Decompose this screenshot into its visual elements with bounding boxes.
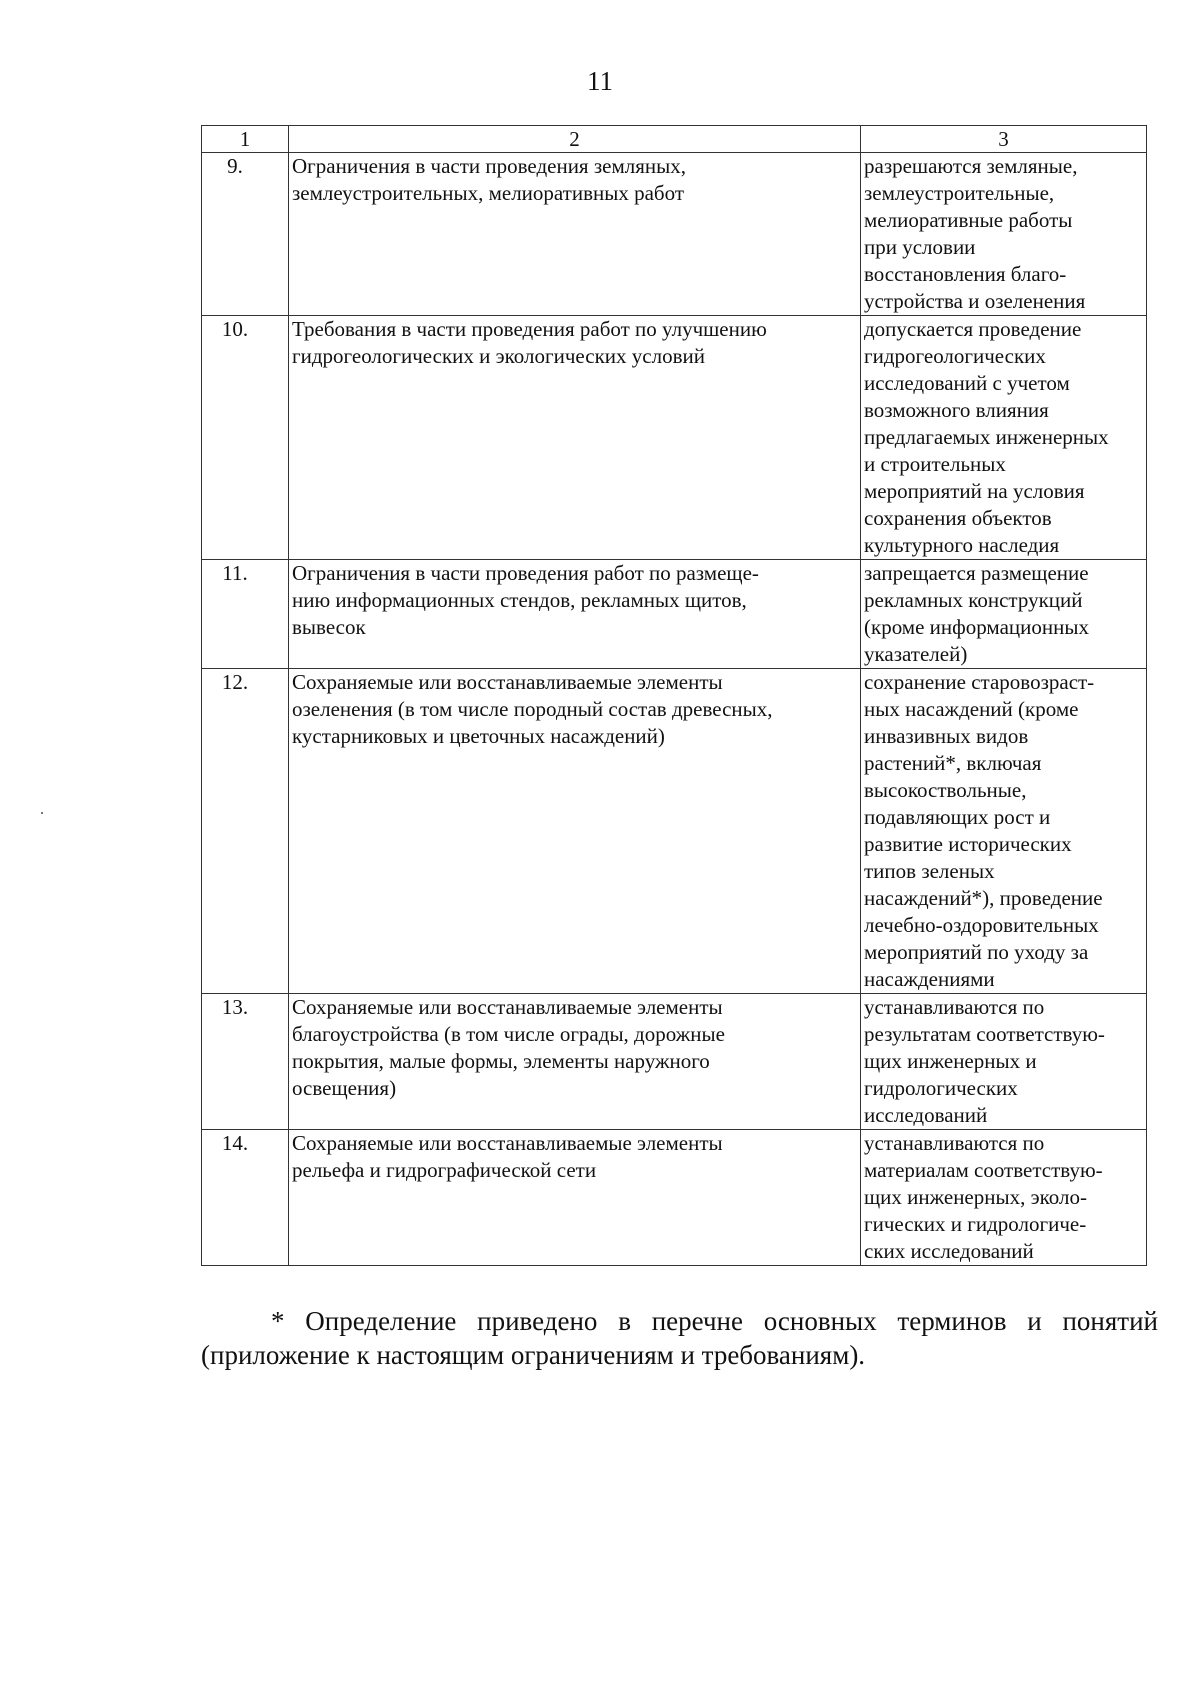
value-text-line: насаждениями <box>864 967 995 991</box>
item-text-line: Сохраняемые или восстанавливаемые элементы <box>292 670 723 694</box>
value-text-line: сохранения объектов <box>864 506 1052 530</box>
value-text-line: мероприятий на условия <box>864 479 1085 503</box>
value-text-line: гических и гидрологиче- <box>864 1212 1087 1236</box>
row-value <box>861 1130 1147 1266</box>
value-text-line: щих инженерных, эколо- <box>864 1185 1087 1209</box>
item-text-line: озеленения (в том числе породный состав древесных, <box>292 697 773 721</box>
item-text-line: рельефа и гидрографической сети <box>292 1158 597 1182</box>
row-number: 12. <box>202 669 289 994</box>
value-text-line: щих инженерных и <box>864 1049 1037 1073</box>
table-header <box>202 126 1147 153</box>
column-header-1: 1 <box>202 126 289 153</box>
value-text-line: устройства и озеленения <box>864 289 1086 313</box>
item-text-line: освещения) <box>292 1076 397 1100</box>
value-text-line: запрещается размещение <box>864 561 1089 585</box>
value-text-line: предлагаемых инженерных <box>864 425 1109 449</box>
value-text-line: устанавливаются по <box>864 1131 1045 1155</box>
page-number: 11 <box>587 66 613 96</box>
value-text-line: допускается проведение <box>864 317 1082 341</box>
value-text-line: исследований с учетом <box>864 371 1070 395</box>
value-text-line: (кроме информационных <box>864 615 1089 639</box>
row-item <box>289 153 861 316</box>
item-text-line: благоустройства (в том числе ограды, дорожные <box>292 1022 725 1046</box>
value-text-line: инвазивных видов <box>864 724 1029 748</box>
table-row <box>202 316 1147 560</box>
value-text-line: типов зеленых <box>864 859 995 883</box>
row-value <box>861 994 1147 1130</box>
value-text-line: разрешаются земляные, <box>864 154 1078 178</box>
value-text-line: культурного наследия <box>864 533 1060 557</box>
scan-speck <box>41 812 43 814</box>
value-text-line: насаждений*), проведение <box>864 886 1103 910</box>
value-text-line: гидрологических <box>864 1076 1018 1100</box>
value-text-line: результатам соответствую- <box>864 1022 1105 1046</box>
value-text-line: материалам соответствую- <box>864 1158 1103 1182</box>
item-text-line: вывесок <box>292 615 366 639</box>
row-value <box>861 669 1147 994</box>
item-text-line: Сохраняемые или восстанавливаемые элементы <box>292 1131 723 1155</box>
item-text-line: нию информационных стендов, рекламных щитов, <box>292 588 747 612</box>
table-row <box>202 560 1147 669</box>
item-text-line: Ограничения в части проведения работ по размеще- <box>292 561 759 585</box>
value-text-line: устанавливаются по <box>864 995 1045 1019</box>
item-text-line: землеустроительных, мелиоративных работ <box>292 181 685 205</box>
column-header-2: 2 <box>289 126 861 153</box>
value-text-line: высокоствольные, <box>864 778 1027 802</box>
item-text-line: кустарниковых и цветочных насаждений) <box>292 724 665 748</box>
value-text-line: при условии <box>864 235 976 259</box>
table-row <box>202 153 1147 316</box>
value-text-line: подавляющих рост и <box>864 805 1051 829</box>
value-text-line: растений*, включая <box>864 751 1042 775</box>
table-row <box>202 994 1147 1130</box>
item-text-line: покрытия, малые формы, элементы наружного <box>292 1049 710 1073</box>
row-item <box>289 560 861 669</box>
value-text-line: ских исследований <box>864 1239 1034 1263</box>
value-text-line: гидрогеологических <box>864 344 1046 368</box>
value-text-line: ных насаждений (кроме <box>864 697 1079 721</box>
row-number: 9. <box>202 153 289 316</box>
row-number: 13. <box>202 994 289 1130</box>
column-header-3: 3 <box>861 126 1147 153</box>
value-text-line: мероприятий по уходу за <box>864 940 1089 964</box>
value-text-line: указателей) <box>864 642 968 666</box>
item-text-line: гидрогеологических и экологических условий <box>292 344 705 368</box>
row-value <box>861 316 1147 560</box>
row-number: 10. <box>202 316 289 560</box>
item-text-line: Ограничения в части проведения земляных, <box>292 154 686 178</box>
row-item <box>289 1130 861 1266</box>
row-value <box>861 153 1147 316</box>
restrictions-table <box>201 125 1147 1266</box>
row-value <box>861 560 1147 669</box>
value-text-line: возможного влияния <box>864 398 1049 422</box>
value-text-line: мелиоративные работы <box>864 208 1073 232</box>
item-text-line: Сохраняемые или восстанавливаемые элементы <box>292 995 723 1019</box>
table-row <box>202 1130 1147 1266</box>
item-text-line: Требования в части проведения работ по улучшению <box>292 317 767 341</box>
row-item <box>289 316 861 560</box>
row-item <box>289 994 861 1130</box>
value-text-line: восстановления благо- <box>864 262 1067 286</box>
footnote-line-2: (приложение к настоящим ограничениям и требованиям). <box>201 1340 866 1370</box>
table-row <box>202 669 1147 994</box>
value-text-line: исследований <box>864 1103 988 1127</box>
row-number: 11. <box>202 560 289 669</box>
row-number: 14. <box>202 1130 289 1266</box>
value-text-line: сохранение старовозраст- <box>864 670 1095 694</box>
value-text-line: рекламных конструкций <box>864 588 1083 612</box>
row-item <box>289 669 861 994</box>
table-body <box>202 153 1147 1266</box>
value-text-line: землеустроительные, <box>864 181 1055 205</box>
footnote <box>201 1304 1158 1372</box>
value-text-line: развитие исторических <box>864 832 1072 856</box>
table-header-row <box>202 126 1147 153</box>
value-text-line: и строительных <box>864 452 1006 476</box>
value-text-line: лечебно-оздоровительных <box>864 913 1099 937</box>
footnote-line-1: * Определение приведено в перечне основных терминов и понятий <box>271 1306 1158 1336</box>
